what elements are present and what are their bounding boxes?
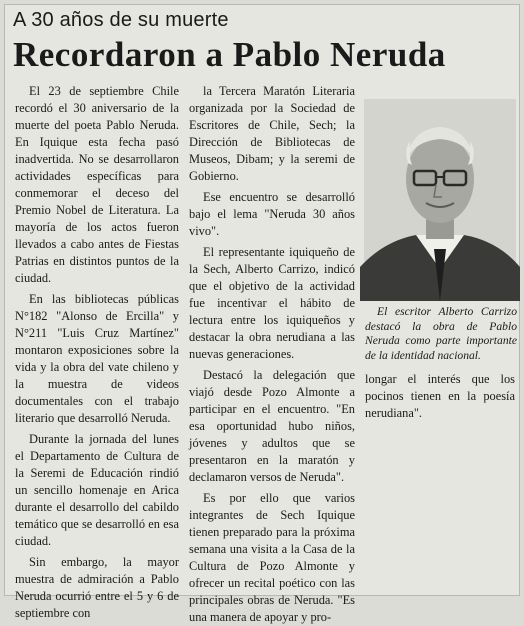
paragraph: la Tercera Maratón Literaria organizada por la Sociedad de Escritores de Chile, Sech; la Dirección de Bibliotecas de Museos, Dibam; y la seremi de Gobierno.	[189, 84, 355, 183]
article-column-1	[15, 83, 179, 620]
paragraph: Durante la jornada del lunes el Departamento de Cultura de la Seremi de Educación rindió un sencillo homenaje en Arica durante el desarrollo del cabildo temático que se desarrolló en esa ciudad.	[15, 432, 179, 548]
photo-caption	[365, 305, 517, 363]
paragraph: Ese encuentro se desarrolló bajo el lema "Neruda 30 años vivo".	[189, 190, 355, 238]
paragraph: Sin embargo, la mayor muestra de admiración a Pablo Neruda ocurrió entre el 5 y 6 de septiembre con	[15, 555, 179, 620]
paragraph: Es por ello que varios integrantes de Sech Iquique tienen preparado para la próxima semana una visita a la Casa de la Cultura de Pozo Almonte y ofrecer un recital poético con las principales obras de Neruda. "Es una manera de apoyar y pro-	[189, 491, 355, 624]
paragraph: El representante iquiqueño de la Sech, Alberto Carrizo, indicó que el objetivo de la actividad fue incentivar el hábito de lectura entre los iquiqueños y destacar la obra nerudiana a las nuevas generaciones.	[189, 245, 355, 361]
newspaper-clipping	[4, 4, 520, 624]
article-headline: Recordaron a Pablo Neruda	[13, 35, 446, 74]
paragraph: longar el interés que los pocinos tienen en la poesía nerudiana".	[365, 372, 515, 420]
author-photo	[364, 99, 516, 301]
paragraph: En las bibliotecas públicas N°182 "Alonso de Ercilla" y N°211 "Luis Cruz Martínez" montaron exposiciones sobre la vida y la obra del vate chileno y la muestra de videos documentales con el trabajo literario que desarrolló Neruda.	[15, 292, 179, 425]
portrait-illustration	[364, 99, 516, 301]
article-column-3	[365, 371, 515, 441]
article-kicker: A 30 años de su muerte	[13, 9, 229, 31]
caption-text: El escritor Alberto Carrizo destacó la obra de Pablo Neruda como parte importante de la identidad nacional.	[365, 305, 517, 362]
paragraph: El 23 de septiembre Chile recordó el 30 aniversario de la muerte del poeta Pablo Neruda. En Iquique esta fecha pasó inadvertida. No se desarrollaron actividades específicas para conmemorar el deceso del Premio Nobel de Literatura. La mayoría de los actos fueron llevados a cabo antes de Fiestas Patrias en distintos puntos de la ciudad.	[15, 84, 179, 285]
article-column-2	[189, 83, 355, 624]
paragraph: Destacó la delegación que viajó desde Pozo Almonte a participar en el encuentro. "En esa oportunidad hubo niños, jóvenes y adultos que se presentaron en la maratón y declamaron versos de Neruda".	[189, 368, 355, 484]
